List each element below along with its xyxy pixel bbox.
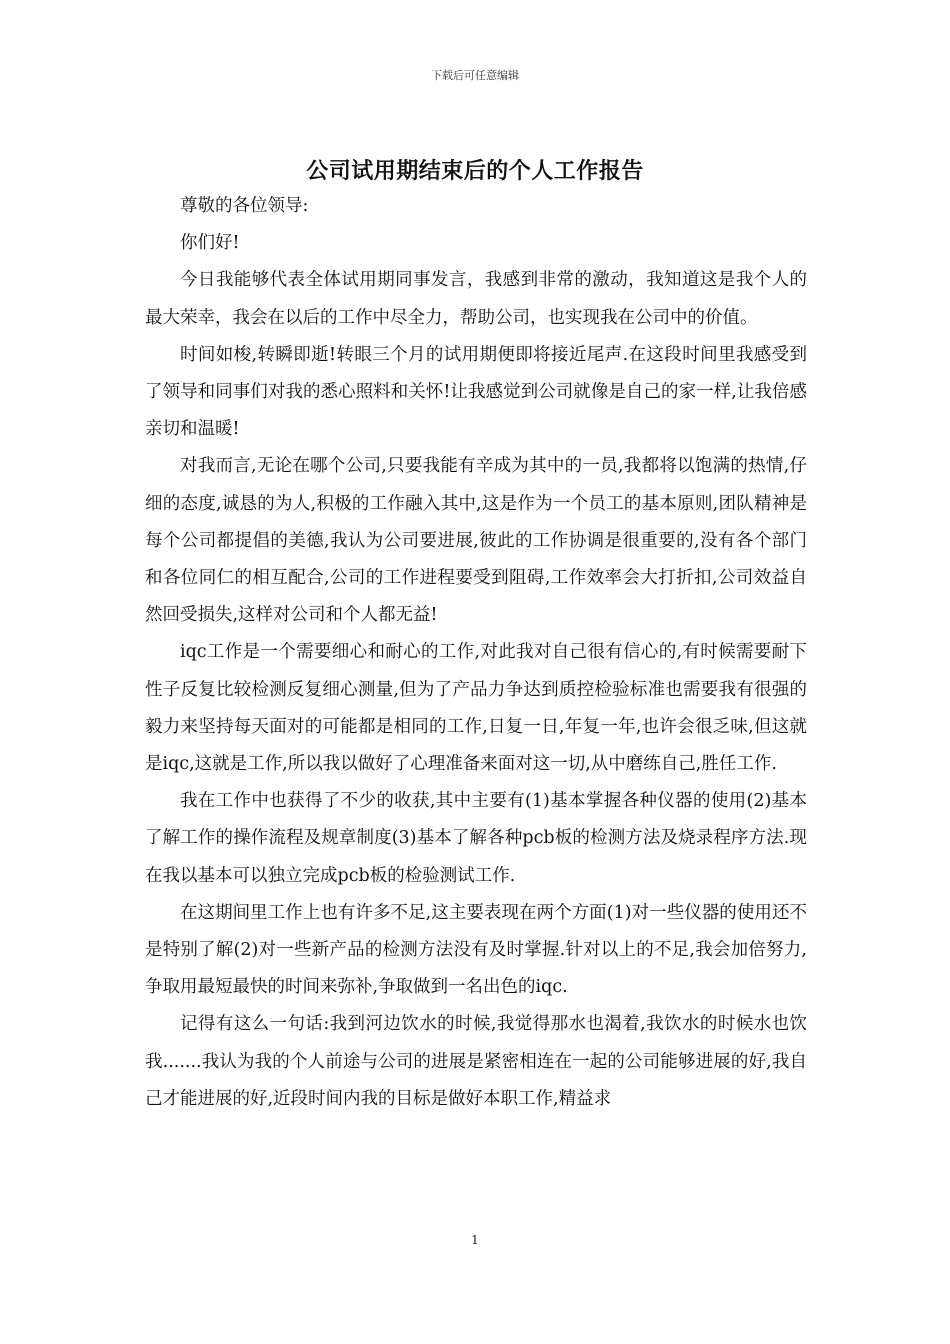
document-body [145,188,807,1118]
greeting: 你们好! [180,233,240,254]
paragraph: 我在工作中也获得了不少的收获,其中主要有(1)基本掌握各种仪器的使用(2)基本了解工作的操作流程及规章制度(3)基本了解各种pcb板的检测方法及烧录程序方法.现在我以基本可以独立完成pcb板的检验测试工作. [145,791,807,886]
salutation: 尊敬的各位领导: [180,196,309,216]
paragraph: iqc工作是一个需要细心和耐心的工作,对此我对自己很有信心的,有时候需要耐下性子反复比较检测反复细心测量,但为了产品力争达到质控检验标准也需要我有很强的毅力来坚持每天面对的可能都是相同的工作,日复一日,年复一年,也许会很乏味,但这就是iqc,这就是工作,所以我以做好了心理准备来面对这一切,从中磨练自己,胜任工作. [145,642,807,775]
paragraph: 对我而言,无论在哪个公司,只要我能有辛成为其中的一员,我都将以饱满的热情,仔细的态度,诚恳的为人,积极的工作融入其中,这是作为一个员工的基本原则,团队精神是每个公司都提倡的美德,我认为公司要进展,彼此的工作协调是很重要的,没有各个部门和各位同仁的相互配合,公司的工作进程要受到阻碍,工作效率会大打折扣,公司效益自然回受损失,这样对公司和个人都无益! [145,456,807,626]
paragraph: 今日我能够代表全体试用期同事发言，我感到非常的激动，我知道这是我个人的最大荣幸，我会在以后的工作中尽全力，帮助公司，也实现我在公司中的价值。 [145,270,807,328]
header-note: 下载后可任意编辑 [431,69,519,82]
page-number: 1 [471,1233,479,1247]
paragraph: 在这期间里工作上也有许多不足,这主要表现在两个方面(1)对一些仪器的使用还不是特别了解(2)对一些新产品的检测方法没有及时掌握.针对以上的不足,我会加倍努力,争取用最短最快的时间来弥补,争取做到一名出色的iqc. [145,902,807,998]
paragraph: 记得有这么一句话:我到河边饮水的时候,我觉得那水也渴着,我饮水的时候水也饮我.......我认为我的个人前途与公司的进展是紧密相连在一起的公司能够进展的好,我自己才能进展的好,近段时间内我的目标是做好本职工作,精益求 [145,1014,807,1109]
document-title: 公司试用期结束后的个人工作报告 [306,159,644,184]
paragraph: 时间如梭,转瞬即逝!转眼三个月的试用期便即将接近尾声.在这段时间里我感受到了领导和同事们对我的悉心照料和关怀!让我感觉到公司就像是自己的家一样,让我倍感亲切和温暖! [145,344,807,440]
